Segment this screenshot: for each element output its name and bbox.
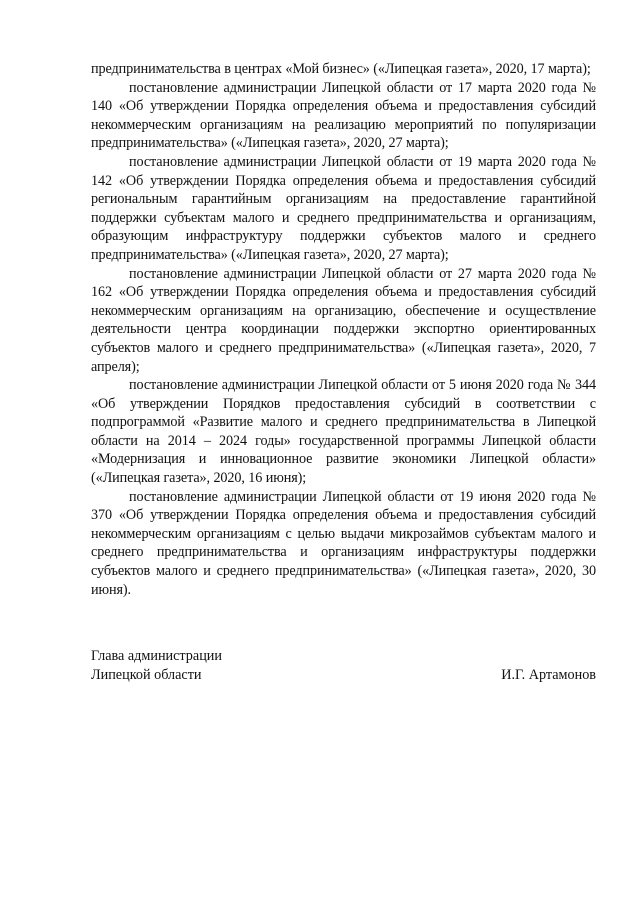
paragraph-decree-370: постановление администрации Липецкой области от 19 июня 2020 года № 370 «Об утверждении Порядка определения объема и предоставления субсидий некоммерческим организациям с целью выдачи микрозаймов субъектам малого и среднего предпринимательства и организациям инфраструктуры поддержки субъектов малого и среднего предпринимательства» («Липецкая газета», 2020, 30 июня). — [91, 488, 596, 598]
paragraph-continuation: предпринимательства в центрах «Мой бизнес» («Липецкая газета», 2020, 17 марта); — [91, 61, 591, 77]
document-body — [91, 60, 596, 599]
signature-block — [91, 647, 596, 685]
paragraph-decree-162: постановление администрации Липецкой области от 27 марта 2020 года № 162 «Об утверждении Порядка определения объема и предоставления субсидий некоммерческим организациям на организацию, обеспечение и осуществление деятельности центра координации поддержки экспортно ориентированных субъектов малого и среднего предпринимательства» («Липецкая газета», 2020, 7 апреля); — [91, 265, 596, 375]
paragraph-decree-344: постановление администрации Липецкой области от 5 июня 2020 года № 344 «Об утверждении Порядков предоставления субсидий в соответствии с подпрограммой «Развитие малого и среднего предпринимательства в Липецкой области на 2014 – 2024 годы» государственной программы Липецкой области «Модернизация и инновационное развитие экономики Липецкой области» («Липецкая газета», 2020, 16 июня); — [91, 377, 596, 487]
paragraph-decree-142: постановление администрации Липецкой области от 19 марта 2020 года № 142 «Об утверждении Порядка определения объема и предоставления субсидий региональным гарантийным организациям на предоставление гарантийной поддержки субъектам малого и среднего предпринимательства и организациям, образующим инфраструктуру поддержки субъектов малого и среднего предпринимательства» («Липецкая газета», 2020, 27 марта); — [91, 153, 596, 263]
paragraph-decree-140: постановление администрации Липецкой области от 17 марта 2020 года № 140 «Об утверждении Порядка определения объема и предоставления субсидий некоммерческим организациям на реализацию мероприятий по популяризации предпринимательства» («Липецкая газета», 2020, 27 марта); — [91, 79, 596, 152]
signature-name: И.Г. Артамонов — [501, 667, 596, 683]
signature-title-line2: Липецкой области — [91, 667, 202, 683]
signature-title-line1: Глава администрации — [91, 648, 222, 664]
signature-row — [91, 666, 596, 685]
